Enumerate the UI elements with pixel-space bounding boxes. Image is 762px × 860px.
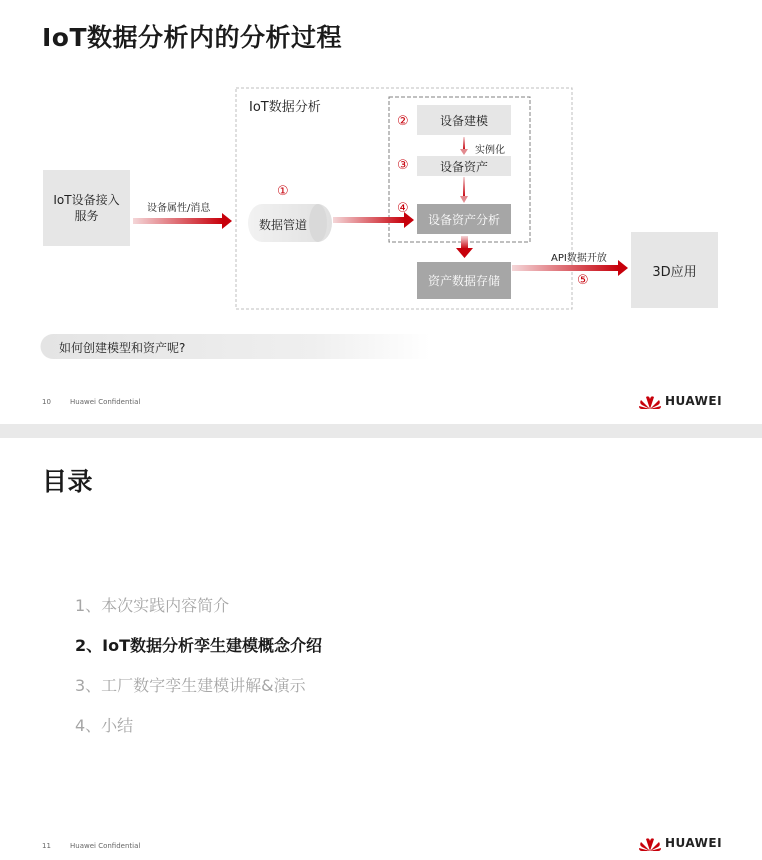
step-4: ④ — [397, 201, 409, 216]
arrow-iot-to-pipeline — [133, 213, 232, 229]
asset-analysis-box: 设备资产分析 — [417, 204, 511, 234]
arrow-model-to-asset — [460, 137, 468, 155]
step-1: ① — [277, 184, 289, 199]
iot-access-box: IoT设备接入 服务 — [43, 170, 130, 246]
logo-text: HUAWEI — [665, 836, 723, 850]
toc-item-1: 1、本次实践内容简介 — [75, 596, 230, 615]
device-model-box: 设备建模 — [417, 105, 511, 135]
toc-item-2: 2、IoT数据分析孪生建模概念介绍 — [75, 636, 322, 655]
step-5: ⑤ — [577, 273, 589, 288]
arrow-analysis-to-storage — [456, 236, 473, 258]
huawei-logo-icon — [639, 396, 661, 409]
slide2-graphics — [0, 438, 762, 860]
huawei-logo-icon — [639, 838, 661, 851]
instantiate-label: 实例化 — [475, 145, 505, 156]
question-text: 如何创建模型和资产呢? — [59, 341, 186, 355]
asset-storage-box: 资产数据存储 — [417, 262, 511, 299]
slide-10 — [0, 0, 762, 424]
confidential-label: Huawei Confidential — [70, 842, 141, 850]
toc-item-3: 3、工厂数字孪生建模讲解&演示 — [75, 676, 306, 695]
slide-title: 目录 — [42, 467, 94, 496]
pipeline-label: 数据管道 — [259, 218, 308, 232]
device-asset-box: 设备资产 — [417, 156, 511, 176]
page-number: 11 — [42, 842, 51, 850]
3d-app-box: 3D应用 — [631, 232, 718, 308]
step-3: ③ — [397, 158, 409, 173]
confidential-label: Huawei Confidential — [70, 398, 141, 406]
slide-title: IoT数据分析内的分析过程 — [42, 23, 343, 52]
slide-11 — [0, 438, 762, 860]
step-2: ② — [397, 114, 409, 129]
page-number: 10 — [42, 398, 51, 406]
container-title: IoT数据分析 — [249, 100, 321, 115]
attr-msg-label: 设备属性/消息 — [147, 203, 211, 214]
api-label: API数据开放 — [551, 253, 607, 264]
toc-item-4: 4、小结 — [75, 716, 134, 735]
huawei-logo — [661, 836, 722, 850]
logo-text: HUAWEI — [665, 394, 723, 408]
arrow-asset-to-analysis — [460, 177, 468, 203]
huawei-logo — [661, 394, 722, 408]
